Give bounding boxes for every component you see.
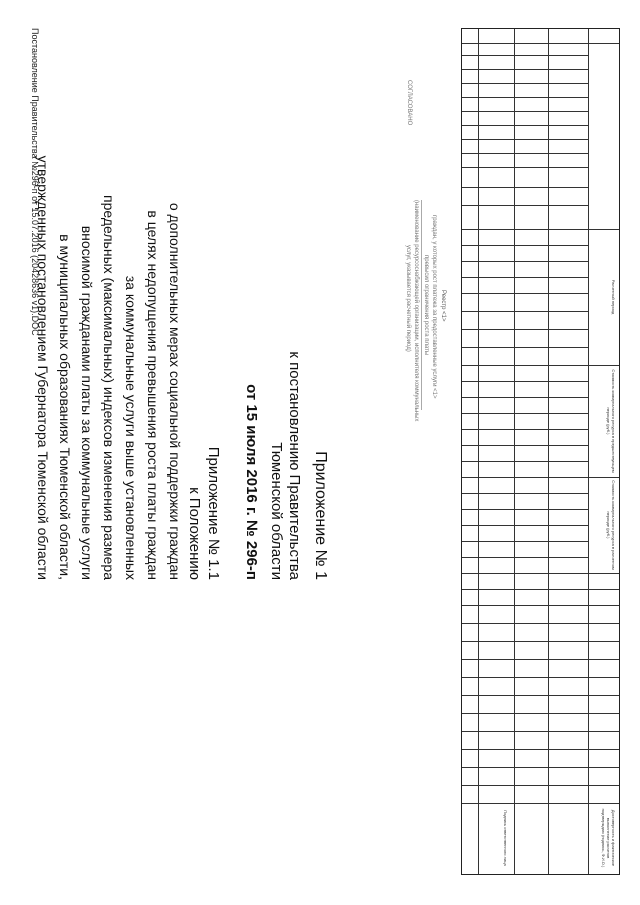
- table-vline: [462, 623, 619, 624]
- table-vline: [462, 139, 589, 140]
- header-reliability: Достоверность и фактическое выполнение расчетов подтверждаю (подпись, Ф.И.О.): [601, 808, 616, 868]
- appendix-region: Тюменской области: [268, 442, 285, 580]
- table-vline: [462, 429, 589, 430]
- table-hline: [588, 29, 589, 874]
- table-vline: [462, 397, 589, 398]
- table-vline: [462, 97, 589, 98]
- table-hline: [514, 29, 515, 874]
- register-table: [461, 28, 620, 875]
- table-hline: [548, 29, 549, 874]
- table-vline: [462, 381, 589, 382]
- table-vline: [462, 311, 589, 312]
- agreed-label: СОГЛАСОВАНО: [406, 80, 412, 126]
- table-vline: [462, 477, 619, 478]
- table-vline: [462, 659, 619, 660]
- table-vline: [462, 749, 619, 750]
- regulation-line: о дополнительных мерах социальной поддержки граждан: [167, 202, 183, 580]
- register-title: Реестр <1>: [440, 290, 446, 322]
- table-vline: [462, 445, 589, 446]
- table-hline: [478, 29, 479, 874]
- regulation-line: вносимой гражданами платы за коммунальные услуги: [79, 225, 95, 580]
- table-vline: [462, 153, 589, 154]
- regulation-line: в муниципальных образованиях Тюменской области,: [57, 234, 73, 580]
- table-vline: [462, 245, 589, 246]
- org-underline: [421, 200, 422, 410]
- table-vline: [462, 641, 619, 642]
- register-subtitle-2: превысил ограничения роста платы: [423, 255, 429, 356]
- table-vline: [462, 43, 619, 44]
- table-vline: [462, 293, 589, 294]
- table-vline: [462, 125, 589, 126]
- sub-appendix-title: Приложение № 1.1: [205, 446, 222, 580]
- table-vline: [462, 695, 619, 696]
- appendix-date-number: от 15 июля 2016 г. № 296-п: [243, 384, 260, 580]
- regulation-title: [2, 20, 182, 580]
- header-cost-current: Стоимость коммунального ресурса в расчетном периоде (руб.): [606, 480, 616, 570]
- table-vline: [462, 413, 589, 414]
- table-vline: [462, 731, 619, 732]
- regulation-line: предельных (максимальных) индексов изменения размера: [101, 195, 117, 580]
- regulation-line: за коммунальные услуги выше установленных: [123, 275, 139, 580]
- table-vline: [462, 205, 589, 206]
- table-vline: [462, 767, 619, 768]
- table-vline: [462, 261, 589, 262]
- table-vline: [462, 69, 589, 70]
- table-vline: [462, 713, 619, 714]
- sub-appendix-to-regulation: к Положению: [186, 487, 203, 580]
- table-vline: [462, 785, 619, 786]
- regulation-line: в целях недопущения превышения роста платы граждан: [145, 210, 161, 580]
- table-vline: [462, 605, 619, 606]
- table-vline: [462, 525, 589, 526]
- table-vline: [462, 277, 589, 278]
- table-vline: [462, 167, 589, 168]
- table-vline: [462, 509, 589, 510]
- table-vline: [462, 329, 589, 330]
- header-calc-period: Расчетный период: [611, 279, 616, 315]
- table-vline: [462, 347, 589, 348]
- table-vline: [462, 557, 589, 558]
- table-vline: [462, 573, 619, 574]
- footer-doc-reference: Постановление Правительства №296-п от 15.07.2016 (20428636 v1).DOC: [30, 28, 40, 336]
- appendix-title: Приложение № 1: [312, 451, 329, 580]
- table-vline: [462, 589, 619, 590]
- table-vline: [462, 803, 619, 804]
- table-vline: [462, 55, 589, 56]
- appendix-to-resolution: к постановлению Правительства: [286, 351, 303, 580]
- regulation-line: утвержденных постановлением Губернатора Тюменской области: [35, 155, 51, 580]
- header-cost-before: Стоимость коммунального ресурса в предшествующем периоде (руб.): [606, 369, 616, 473]
- table-vline: [462, 677, 619, 678]
- table-vline: [462, 229, 619, 230]
- table-vline: [462, 541, 589, 542]
- table-vline: [462, 111, 589, 112]
- org-line: (наименование ресурсоснабжающей организации, исполнителя коммунальных: [413, 200, 419, 422]
- table-vline: [462, 83, 589, 84]
- org-line-2: услуг, указывается расчетный период): [405, 245, 411, 352]
- table-vline: [462, 461, 589, 462]
- table-vline: [462, 187, 589, 188]
- register-subtitle: граждан, у которых рост платежа за предоставленные услуги <1>: [431, 215, 437, 399]
- table-vline: [462, 493, 589, 494]
- table-vline: [462, 365, 619, 366]
- header-signature: Подпись ответственного лица: [503, 810, 508, 866]
